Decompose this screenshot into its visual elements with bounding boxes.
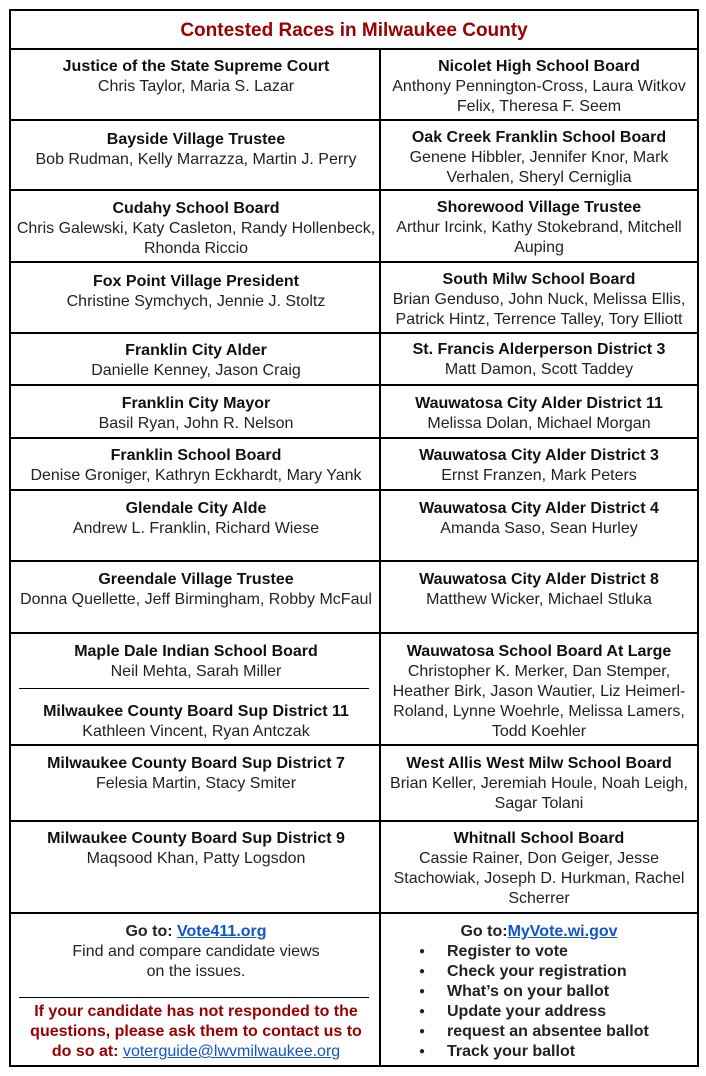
- race-cell: [383, 499, 695, 539]
- list-item: ● Update your address: [383, 1002, 695, 1022]
- inner-divider: [19, 997, 369, 998]
- list-item: ● Track your ballot: [383, 1042, 695, 1062]
- myvote-panel: [383, 922, 695, 1062]
- list-item: ● What’s on your ballot: [383, 982, 695, 1002]
- race-cell: [15, 702, 377, 742]
- list-item: ● request an absentee ballot: [383, 1022, 695, 1042]
- race-cell: [383, 394, 695, 434]
- contact-warning: If your candidate has not responded to the questions, please ask them to contact us to do so at:: [30, 1003, 362, 1060]
- candidate-list: Anthony Pennington-Cross, Laura Witkov Felix, Theresa F. Seem: [392, 78, 686, 115]
- candidate-list: Felesia Martin, Stacy Smiter: [95, 775, 297, 792]
- race-name: Shorewood Village Trustee: [436, 199, 642, 216]
- race-cell: [383, 57, 695, 117]
- race-name: Franklin School Board: [110, 447, 282, 464]
- row-divider: [11, 912, 697, 914]
- row-divider: [11, 820, 697, 822]
- race-cell: [15, 341, 377, 381]
- race-cell: [15, 130, 377, 170]
- candidate-list: Chris Galewski, Katy Casleton, Randy Hollenbeck, Rhonda Riccio: [16, 220, 376, 257]
- race-name: Justice of the State Supreme Court: [62, 58, 330, 75]
- race-name: South Milw School Board: [442, 271, 636, 288]
- myvote-link[interactable]: MyVote.wi.gov: [507, 923, 618, 940]
- row-divider: [11, 489, 697, 491]
- race-cell: [383, 340, 695, 380]
- vote411-link[interactable]: Vote411.org: [177, 923, 267, 940]
- race-name: Franklin City Alder: [125, 342, 267, 359]
- candidate-list: Cassie Rainer, Don Geiger, Jesse Stachowiak, Joseph D. Hurkman, Rachel Scherrer: [393, 850, 685, 907]
- race-name: West Allis West Milw School Board: [406, 755, 672, 772]
- candidate-list: Basil Ryan, John R. Nelson: [98, 415, 294, 432]
- voterguide-email-link[interactable]: voterguide@lwvmilwaukee.org: [122, 1043, 341, 1060]
- race-cell: [15, 754, 377, 794]
- race-cell: [15, 446, 377, 486]
- candidate-list: Ernst Franzen, Mark Peters: [441, 467, 637, 484]
- candidate-list: Andrew L. Franklin, Richard Wiese: [72, 520, 320, 537]
- race-name: Greendale Village Trustee: [98, 571, 294, 588]
- race-name: Maple Dale Indian School Board: [74, 643, 318, 660]
- contact-notice: [15, 1002, 377, 1062]
- race-name: Oak Creek Franklin School Board: [411, 129, 667, 146]
- races-table: [9, 9, 699, 1067]
- candidate-list: Brian Keller, Jeremiah Houle, Noah Leigh, Sagar Tolani: [390, 775, 688, 812]
- race-cell: [15, 199, 377, 259]
- race-cell: [15, 642, 377, 682]
- candidate-list: Matt Damon, Scott Taddey: [444, 361, 634, 378]
- race-cell: [383, 198, 695, 258]
- race-name: Milwaukee County Board Sup District 9: [47, 830, 345, 847]
- vote411-description: on the issues.: [146, 963, 246, 980]
- race-cell: [15, 570, 377, 610]
- row-divider: [11, 189, 697, 191]
- race-name: Nicolet High School Board: [438, 58, 640, 75]
- race-cell: [383, 128, 695, 188]
- row-divider: [11, 332, 697, 334]
- race-name: Wauwatosa City Alder District 3: [419, 447, 659, 464]
- row-divider: [11, 384, 697, 386]
- goto-label: Go to:: [125, 923, 178, 940]
- race-cell: [383, 754, 695, 814]
- race-cell: [15, 394, 377, 434]
- race-name: Glendale City Alde: [125, 500, 267, 517]
- race-cell: [15, 272, 377, 312]
- candidate-list: Bob Rudman, Kelly Marrazza, Martin J. Perry: [35, 151, 357, 168]
- page-title: Contested Races in Milwaukee County: [11, 11, 697, 50]
- vote411-description: Find and compare candidate views: [72, 943, 320, 960]
- race-cell: [383, 446, 695, 486]
- race-name: Fox Point Village President: [93, 273, 299, 290]
- list-item: ● Check your registration: [383, 962, 695, 982]
- candidate-list: Donna Quellette, Jeff Birmingham, Robby McFaul: [20, 591, 372, 608]
- myvote-action-list: [383, 942, 695, 1062]
- race-cell: [15, 829, 377, 869]
- race-name: Wauwatosa City Alder District 4: [419, 500, 659, 517]
- row-divider: [11, 261, 697, 263]
- candidate-list: Amanda Saso, Sean Hurley: [440, 520, 638, 537]
- race-cell: [383, 642, 695, 742]
- candidate-list: Denise Groniger, Kathryn Eckhardt, Mary Yank: [30, 467, 362, 484]
- race-name: Bayside Village Trustee: [106, 131, 286, 148]
- candidate-list: Danielle Kenney, Jason Craig: [91, 362, 301, 379]
- race-name: Cudahy School Board: [112, 200, 280, 217]
- race-cell: [383, 570, 695, 610]
- row-divider: [11, 437, 697, 439]
- row-divider: [11, 560, 697, 562]
- race-cell: [15, 499, 377, 539]
- candidate-list: Christopher K. Merker, Dan Stemper, Heather Birk, Jason Wautier, Liz Heimerl-Roland, Lynne Woehrle, Melissa Lamers, Todd Koehler: [392, 663, 686, 740]
- race-name: Franklin City Mayor: [121, 395, 271, 412]
- candidate-list: Arthur Ircink, Kathy Stokebrand, Mitchell Auping: [396, 219, 682, 256]
- race-name: Milwaukee County Board Sup District 7: [47, 755, 345, 772]
- candidate-list: Genene Hibbler, Jennifer Knor, Mark Verhalen, Sheryl Cerniglia: [409, 149, 669, 186]
- race-name: Whitnall School Board: [453, 830, 625, 847]
- candidate-list: Melissa Dolan, Michael Morgan: [427, 415, 651, 432]
- column-divider: [379, 50, 381, 1067]
- candidate-list: Christine Symchych, Jennie J. Stoltz: [66, 293, 326, 310]
- race-cell: [15, 57, 377, 97]
- race-cell: [383, 829, 695, 909]
- candidate-list: Kathleen Vincent, Ryan Antczak: [82, 723, 310, 740]
- candidate-list: Matthew Wicker, Michael Stluka: [426, 591, 652, 608]
- race-name: Wauwatosa City Alder District 11: [415, 395, 663, 412]
- race-name: Milwaukee County Board Sup District 11: [43, 703, 349, 720]
- candidate-list: Brian Genduso, John Nuck, Melissa Ellis, Patrick Hintz, Terrence Talley, Tory Elliott: [392, 291, 686, 328]
- candidate-list: Maqsood Khan, Patty Logsdon: [86, 850, 306, 867]
- race-cell: [383, 270, 695, 330]
- race-name: Wauwatosa School Board At Large: [406, 643, 672, 660]
- row-divider: [11, 119, 697, 121]
- candidate-list: Neil Mehta, Sarah Miller: [110, 663, 282, 680]
- race-name: Wauwatosa City Alder District 8: [419, 571, 659, 588]
- list-item: ● Register to vote: [383, 942, 695, 962]
- row-divider: [11, 632, 697, 634]
- goto-label: Go to:: [460, 923, 508, 940]
- vote411-panel: [15, 922, 377, 982]
- row-divider: [11, 744, 697, 746]
- race-name: St. Francis Alderperson District 3: [412, 341, 666, 358]
- inner-divider: [19, 688, 369, 689]
- candidate-list: Chris Taylor, Maria S. Lazar: [97, 78, 295, 95]
